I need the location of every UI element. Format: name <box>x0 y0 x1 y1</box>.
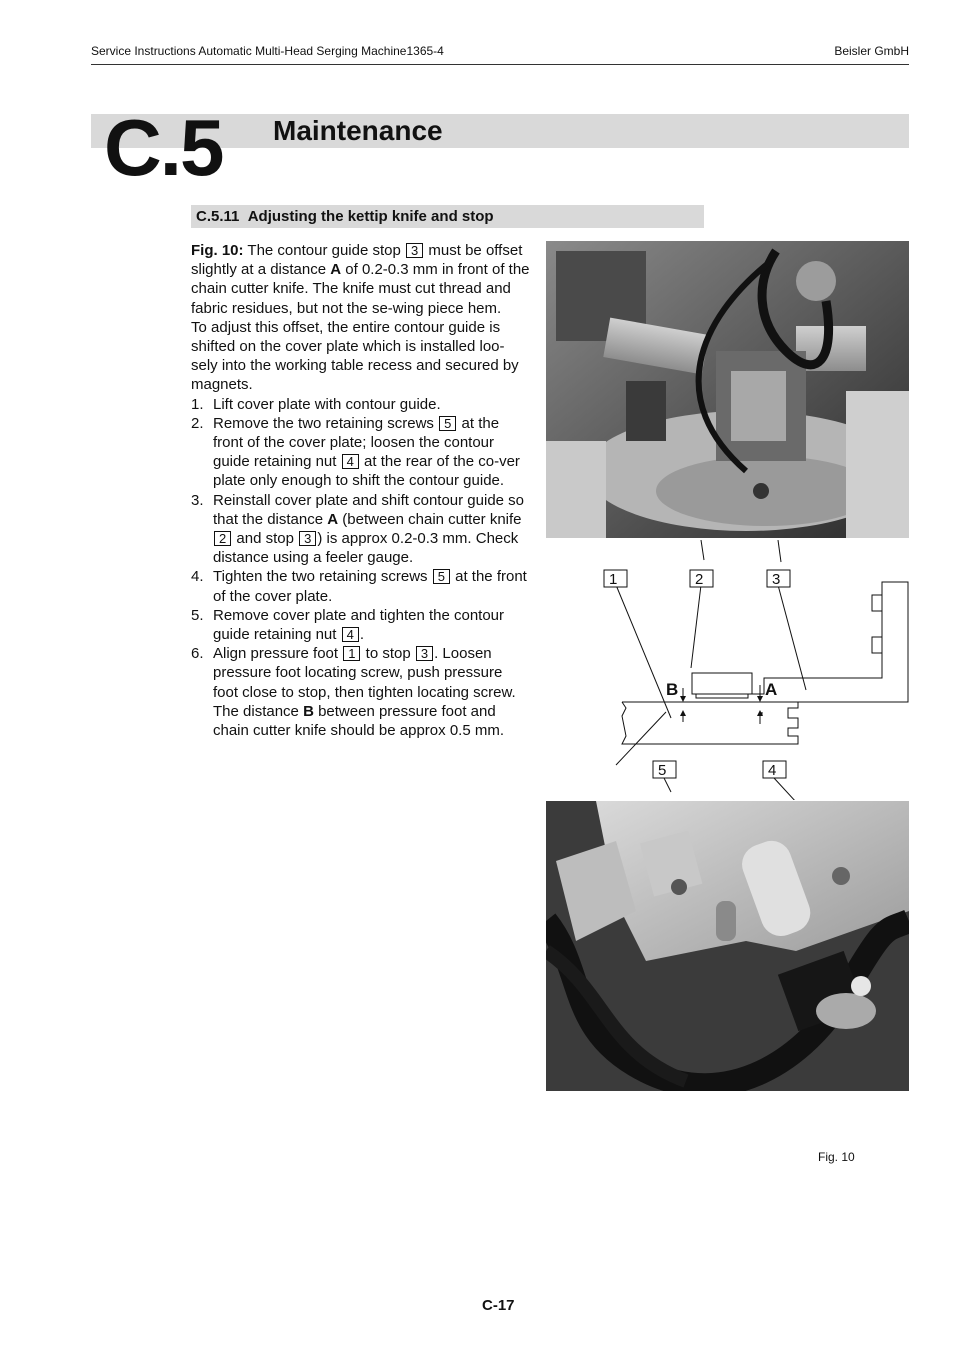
step-number: 5. <box>191 606 204 624</box>
callout-5: 5 <box>658 762 667 779</box>
knife-stop-diagram <box>546 540 909 800</box>
text: Align pressure foot <box>213 645 343 663</box>
callout-box: 5 <box>433 569 450 584</box>
header-company: Beisler GmbH <box>834 44 909 58</box>
list-item <box>191 414 531 491</box>
text: between pressure foot and chain cutter knife should be approx 0.5 mm. <box>213 702 504 740</box>
text: Remove the two retaining screws <box>213 414 439 432</box>
step-number: 6. <box>191 645 204 663</box>
callout-box: 1 <box>343 646 360 661</box>
text: (between chain cutter knife <box>338 510 522 528</box>
callout-box: 3 <box>406 243 423 258</box>
list-item <box>191 644 531 740</box>
page-number: C-17 <box>482 1297 515 1314</box>
callout-box: 4 <box>342 454 359 469</box>
callout-1: 1 <box>609 571 618 588</box>
text: Remove cover plate and tighten the contour guide retaining nut <box>213 606 505 644</box>
text: at the front of the cover plate. <box>213 568 527 605</box>
figure-caption: Fig. 10 <box>818 1150 855 1164</box>
text: . <box>359 626 365 644</box>
steps-list <box>191 395 531 741</box>
text: at the rear of the co-ver plate only enough to shift the contour guide. <box>213 453 520 490</box>
bold-text: B <box>303 702 314 720</box>
list-item <box>191 567 531 605</box>
chapter-title: Maintenance <box>273 115 443 146</box>
callout-box: 2 <box>214 531 231 546</box>
text: must be offset slightly at a distance <box>191 242 523 279</box>
chapter-number: C.5 <box>104 103 223 192</box>
list-item <box>191 491 531 568</box>
dim-a-label: A <box>765 680 778 699</box>
section-number: C.5.11 <box>196 208 240 225</box>
list-item <box>191 606 531 644</box>
step-number: 4. <box>191 568 204 586</box>
callout-2: 2 <box>695 571 704 588</box>
text: The contour guide stop <box>243 242 406 259</box>
cover-plate-photo <box>546 801 909 1091</box>
text: ) is approx 0.2-0.3 mm. Check distance using a feeler gauge. <box>213 530 519 567</box>
callout-3: 3 <box>772 571 781 588</box>
callout-box: 5 <box>439 416 456 431</box>
text: and stop <box>232 530 299 548</box>
text: Tighten the two retaining screws <box>213 568 432 586</box>
bold-text: A <box>330 261 342 279</box>
text: . Loosen pressure foot locating screw, push pressure foot close to stop, then tighten locating screw. The distance <box>213 645 516 720</box>
fig-ref: Fig. 10: <box>191 242 244 259</box>
page-header <box>91 42 909 65</box>
intro-paragraph-2: To adjust this offset, the entire contour guide is shifted on the cover plate which is installed loo-sely into the working table recess and secured by magnets. <box>191 318 519 394</box>
callout-box: 3 <box>299 531 316 546</box>
section-title: Adjusting the kettip knife and stop <box>247 208 494 225</box>
callout-box: 4 <box>342 627 359 642</box>
text: of 0.2-0.3 mm in front of the chain cutter knife. The knife must cut thread and fabric residues, but not the se-wing piece hem. <box>191 261 530 317</box>
step-number: 2. <box>191 414 204 432</box>
header-title: Service Instructions Automatic Multi-Head Serging Machine1365-4 <box>91 44 444 58</box>
step-number: 1. <box>191 395 204 413</box>
text: Lift cover plate with contour guide. <box>213 395 441 413</box>
intro-paragraph <box>191 241 531 318</box>
dim-b-label: B <box>666 680 679 699</box>
callout-box: 3 <box>416 646 433 661</box>
text: at the front of the cover plate; loosen the contour guide retaining nut <box>213 414 500 471</box>
text: to stop <box>361 645 415 663</box>
callout-4: 4 <box>768 762 777 779</box>
bold-text: A <box>327 510 339 528</box>
body-text <box>191 241 531 740</box>
section-heading <box>196 205 494 228</box>
step-number: 3. <box>191 491 204 509</box>
machine-photo-top <box>546 241 909 538</box>
list-item <box>191 395 531 414</box>
text: Reinstall cover plate and shift contour guide so that the distance <box>213 491 525 528</box>
